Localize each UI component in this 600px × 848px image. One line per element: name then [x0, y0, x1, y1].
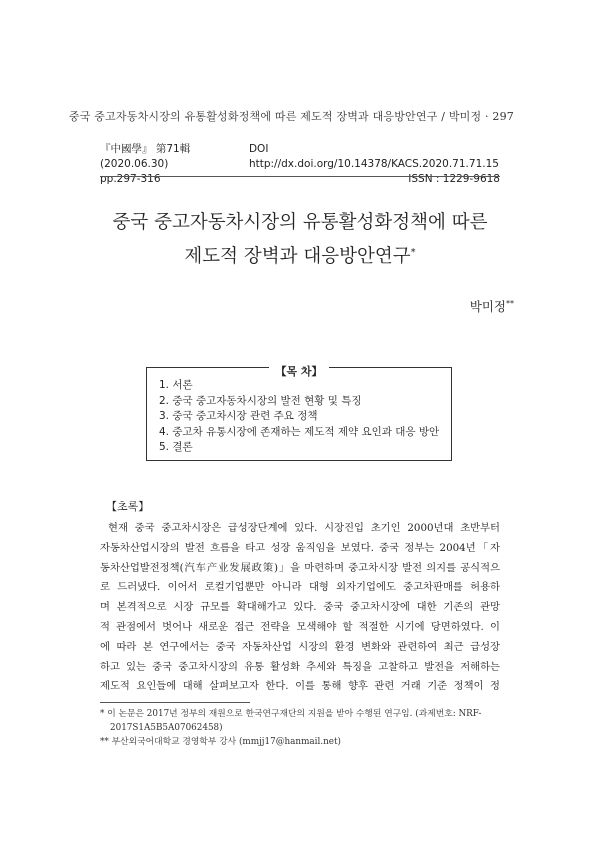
toc-list	[159, 378, 439, 456]
abstract-heading: 【초록】	[106, 500, 150, 513]
journal-meta	[100, 142, 500, 187]
title-line-2-text: 제도적 장벽과 대응방안연구	[184, 246, 411, 268]
title-line-1: 중국 중고자동차시장의 유통활성화정책에 따른	[112, 212, 488, 233]
abstract-line: 하고 있는 중국 중고차시장의 유통 활성화 추세와 특징을 고찰하고 발전을 저해하는	[100, 660, 500, 673]
abstract-line: 현재 중국 중고차시장은 급성장단계에 있다. 시장진입 초기인 2000년대 초반부터	[108, 522, 500, 534]
abstract-line: 에 따라 본 연구에서는 중국 자동차산업 시장의 환경 변화와 관련하여 최근 급성장	[100, 640, 500, 653]
abstract-line: 적 관점에서 벗어나 새로운 접근 전략을 모색해야 할 적절한 시기에 당면하였다. 이	[100, 620, 500, 633]
toc-heading: 【목 차】	[269, 365, 328, 378]
meta-divider	[100, 176, 500, 177]
footnote: ** 부산외국어대학교 경영학부 강사 (mmjj17@hanmail.net)	[100, 737, 341, 747]
footnote-divider	[100, 702, 250, 703]
abstract-line: 로 드러냈다. 이어서 로컬기업뿐만 아니라 대형 외자기업에도 중고차판매를 허용하	[100, 581, 500, 594]
toc-item: 5. 결론	[159, 441, 193, 453]
journal-citation: 『中國學』 第71輯 (2020.06.30)	[100, 143, 191, 170]
doi-link[interactable]: DOI http://dx.doi.org/10.14378/KACS.2020.71.71.15	[248, 143, 499, 170]
footnotes	[100, 707, 500, 749]
paper-title	[0, 208, 600, 272]
author-footnote-mark: **	[506, 298, 514, 308]
title-footnote-mark: *	[410, 247, 416, 258]
abstract-line: 동차산업발전정책(汽车产业发展政策)」을 마련하며 중고차시장 발전 의지를 공식적으	[100, 561, 500, 574]
author	[470, 297, 514, 315]
issn: ISSN : 1229-9618	[408, 173, 500, 185]
abstract-line: 자동차산업시장의 발전 흐름을 타고 성장 움직임을 보였다. 중국 정부는 2004년「자	[100, 541, 500, 554]
running-header: 중국 중고자동차시장의 유통활성화정책에 따른 제도적 장벽과 대응방안연구 / 박미정 · 297	[68, 110, 514, 123]
toc-item: 2. 중국 중고자동차시장의 발전 현황 및 특징	[159, 394, 362, 407]
table-of-contents	[146, 367, 452, 461]
toc-item: 3. 중국 중고차시장 관련 주요 정책	[159, 410, 318, 422]
page-range: pp.297-316	[100, 173, 161, 185]
abstract-line: 며 본격적으로 시장 규모를 확대해가고 있다. 중국 중고차시장에 대한 기존의 관망	[100, 601, 500, 614]
author-name: 박미정	[469, 299, 506, 314]
title-line-2	[0, 238, 600, 272]
toc-item: 1. 서론	[159, 379, 193, 391]
toc-item: 4. 중고차 유통시장에 존재하는 제도적 제약 요인과 대응 방안	[159, 425, 440, 438]
abstract-body	[100, 519, 500, 697]
abstract-line: 제도적 요인들에 대해 살펴보고자 한다. 이를 통해 향후 관련 거래 기준 정책이 정	[100, 680, 500, 693]
footnote: * 이 논문은 2017년 정부의 재원으로 한국연구재단의 지원을 받아 수행된 연구임. (과제번호: NRF-2017S1A5B5A07062458)	[100, 709, 482, 733]
toc-heading-wrap	[147, 360, 451, 379]
